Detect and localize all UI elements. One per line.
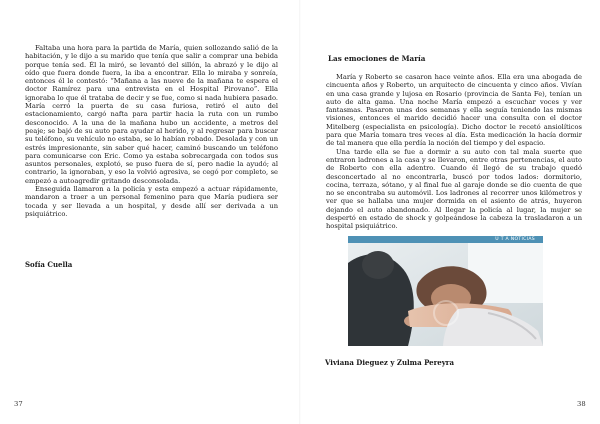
story-photo xyxy=(348,236,543,346)
photo-bar-label: U T A NOTICIAS xyxy=(495,237,535,242)
left-page-number: 37 xyxy=(14,400,23,408)
left-paragraph-1: Faltaba una hora para la partida de María, quien sollozando salió de la habitación, y le dijo a su marido que tenía que salir a comprar una bebida porque tenía sed. Él la miró, se levantó del sillón, la abrazó y le dijo al oído que fuera donde fuera, la iba a encontrar. Ella lo miraba y sonreía, entonces él le contestó: “Mañana a las nueve de la mañana te espera el doctor Ramírez para una entrevista en el Hospital Pirovano”. Ella ignoraba lo que él trataba de decir y se fue, como si nada hubiera pasado. María cerró la puerta de su casa furiosa, retiró el auto del estacionamiento, cargó nafta para partir hacia la ruta con un rumbo desconocido. A la una de la mañana hubo un accidente, a metros del peaje; se bajó de su auto para ayudar al herido, y al regresar para buscar su teléfono, su vehículo no estaba, se lo habían robado. Desolada y con un estrés impresionante, sin saber qué hacer, caminó buscando un teléfono para comunicarse con Eric. Como ya estaba sobrecargada con todos sus asuntos personales, explotó, se puso fuera de sí, pero nadie la ayudó; al contrario, la ignoraban, y eso la volvió agresiva, se cegó por completo, se empezó a autoagredir gritando desconsolada. xyxy=(25,44,278,185)
left-author: Sofía Cuella xyxy=(25,260,73,269)
right-paragraph-2: Una tarde ella se fue a dormir a su auto con tal mala suerte que entraron ladrones a la casa y se llevaron, entre otras pertenencias, el auto de Roberto con ella adentro. Cuando él llegó de su trabajo quedó desconcertado al no encontrarla, buscó por todos lados: dormitorio, cocina, terraza, sótano, y al final fue al garaje donde se dio cuenta de que no se encontraba su automóvil. Los ladrones al recorrer unos kilómetros y ver que se hallaba una mujer dormida en el asiento de atrás, huyeron dejando el auto abandonado. Al llegar la policía al lugar, la mujer se despertó en estado de shock y golpeándose la cabeza la trasladaron a un hospital psiquiátrico. xyxy=(326,147,582,231)
story-title: Las emociones de María xyxy=(328,54,426,63)
photo-header-bar xyxy=(348,236,543,243)
right-author: Viviana Dieguez y Zulma Pereyra xyxy=(325,358,455,367)
right-page-number: 38 xyxy=(577,400,586,408)
right-page xyxy=(300,0,600,424)
right-body-text xyxy=(326,73,582,231)
left-body-text xyxy=(25,44,278,218)
photo-illustration xyxy=(348,243,543,346)
right-paragraph-1: María y Roberto se casaron hace veinte años. Ella era una abogada de cincuenta años y Roberto, un arquitecto de cincuenta y cinco años. Vivían en una casa grande y lujosa en Rosario (provincia de Santa Fe), tenían un auto de alta gama. Una noche María empezó a escuchar voces y ver fantasmas. Pasaron unas dos semanas y ella seguía teniendo las mismas visiones, entonces el marido decidió hacer una consulta con el doctor Mitelberg (especialista en psicología). Dicho doctor le recetó ansiolíticos para que María tomara tres veces al día. Esta medicación la hacía dormir de tal manera que ella perdía la noción del tiempo y del espacio. xyxy=(326,73,582,148)
left-paragraph-2: Enseguida llamaron a la policía y esta empezó a actuar rápidamente, mandaron a traer a un personal femenino para que María pudiera ser tocada y ser llevada a un hospital, y desde allí ser derivada a un psiquiátrico. xyxy=(25,185,278,218)
